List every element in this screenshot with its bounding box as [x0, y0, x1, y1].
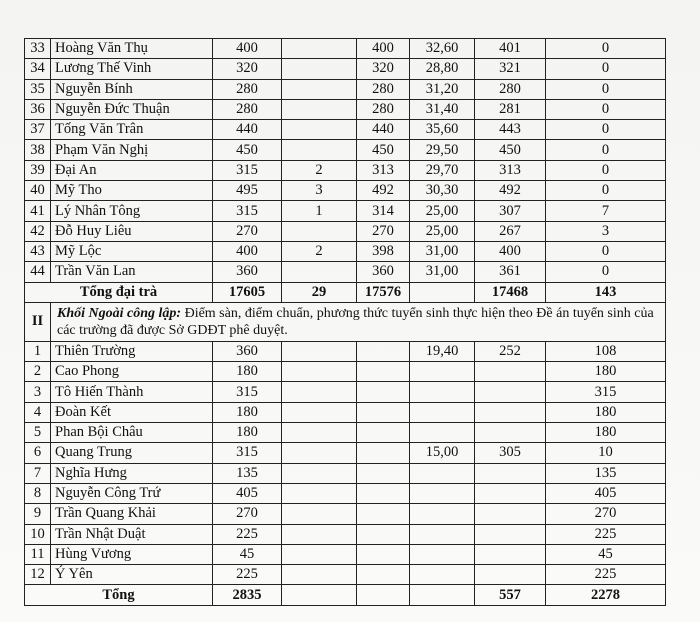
con-lai-cell: 398 — [357, 241, 410, 261]
school-name-cell: Hoàng Văn Thụ — [51, 39, 213, 59]
stt-cell: 10 — [25, 524, 51, 544]
trung-tuyen-cell: 401 — [475, 39, 546, 59]
trung-tuyen-cell: 361 — [475, 262, 546, 282]
con-lai-cell — [357, 483, 410, 503]
table-row — [25, 544, 666, 564]
table-row — [25, 382, 666, 402]
chi-tieu-cell: 135 — [213, 463, 282, 483]
trung-tuyen-cell — [475, 504, 546, 524]
table-row — [25, 423, 666, 443]
thieu-cell: 0 — [546, 140, 666, 160]
stt-cell: 8 — [25, 483, 51, 503]
total-con-lai — [357, 585, 410, 605]
giam-cell — [282, 59, 357, 79]
school-name-cell: Đỗ Huy Liêu — [51, 221, 213, 241]
school-name-cell: Đại An — [51, 160, 213, 180]
thieu-cell: 270 — [546, 504, 666, 524]
diem-chuan-cell — [410, 544, 475, 564]
giam-cell: 2 — [282, 241, 357, 261]
table-row — [25, 241, 666, 261]
school-name-cell: Trần Văn Lan — [51, 262, 213, 282]
trung-tuyen-cell — [475, 544, 546, 564]
total-trung-tuyen: 17468 — [475, 282, 546, 302]
thieu-cell: 315 — [546, 382, 666, 402]
total-thieu: 143 — [546, 282, 666, 302]
chi-tieu-cell: 315 — [213, 160, 282, 180]
total-diem — [410, 282, 475, 302]
con-lai-cell: 314 — [357, 201, 410, 221]
total-ngoai-cong-lap-row — [25, 585, 666, 605]
stt-cell: 35 — [25, 79, 51, 99]
thieu-cell: 225 — [546, 524, 666, 544]
total-chi-tieu: 17605 — [213, 282, 282, 302]
giam-cell — [282, 402, 357, 422]
giam-cell — [282, 341, 357, 361]
chi-tieu-cell: 180 — [213, 362, 282, 382]
table-row — [25, 160, 666, 180]
chi-tieu-cell: 270 — [213, 504, 282, 524]
school-name-cell: Ý Yên — [51, 565, 213, 585]
stt-cell: 39 — [25, 160, 51, 180]
table-row — [25, 565, 666, 585]
con-lai-cell — [357, 382, 410, 402]
section-text: Điểm sàn, điểm chuẩn, phương thức tuyển sinh thực hiện theo Đề án tuyển sinh của các trường đã được Sở GDĐT phê duyệt. — [57, 305, 654, 338]
con-lai-cell: 280 — [357, 99, 410, 119]
diem-chuan-cell — [410, 382, 475, 402]
trung-tuyen-cell — [475, 524, 546, 544]
admission-table — [24, 38, 666, 606]
school-name-cell: Nghĩa Hưng — [51, 463, 213, 483]
giam-cell: 1 — [282, 201, 357, 221]
trung-tuyen-cell: 267 — [475, 221, 546, 241]
con-lai-cell: 492 — [357, 181, 410, 201]
total-label: Tổng đại trà — [25, 282, 213, 302]
table-row — [25, 181, 666, 201]
stt-cell: 9 — [25, 504, 51, 524]
table-row — [25, 524, 666, 544]
chi-tieu-cell: 225 — [213, 524, 282, 544]
section-ii-row — [25, 302, 666, 341]
stt-cell: 33 — [25, 39, 51, 59]
thieu-cell: 0 — [546, 120, 666, 140]
diem-chuan-cell: 35,60 — [410, 120, 475, 140]
school-name-cell: Nguyễn Công Trứ — [51, 483, 213, 503]
chi-tieu-cell: 400 — [213, 39, 282, 59]
stt-cell: 6 — [25, 443, 51, 463]
table-body-private — [25, 341, 666, 585]
stt-cell: 2 — [25, 362, 51, 382]
giam-cell — [282, 362, 357, 382]
diem-chuan-cell — [410, 463, 475, 483]
thieu-cell: 0 — [546, 79, 666, 99]
con-lai-cell — [357, 524, 410, 544]
chi-tieu-cell: 400 — [213, 241, 282, 261]
chi-tieu-cell: 315 — [213, 201, 282, 221]
giam-cell — [282, 120, 357, 140]
trung-tuyen-cell: 443 — [475, 120, 546, 140]
giam-cell — [282, 79, 357, 99]
stt-cell: 1 — [25, 341, 51, 361]
giam-cell — [282, 423, 357, 443]
table-row — [25, 79, 666, 99]
table-row — [25, 99, 666, 119]
stt-cell: 44 — [25, 262, 51, 282]
school-name-cell: Trần Quang Khải — [51, 504, 213, 524]
school-name-cell: Quang Trung — [51, 443, 213, 463]
stt-cell: 11 — [25, 544, 51, 564]
table-row — [25, 443, 666, 463]
trung-tuyen-cell — [475, 402, 546, 422]
trung-tuyen-cell: 313 — [475, 160, 546, 180]
table-row — [25, 120, 666, 140]
school-name-cell: Lý Nhân Tông — [51, 201, 213, 221]
thieu-cell: 7 — [546, 201, 666, 221]
chi-tieu-cell: 180 — [213, 423, 282, 443]
total-dai-tra-row — [25, 282, 666, 302]
section-number: II — [25, 302, 51, 341]
con-lai-cell — [357, 504, 410, 524]
trung-tuyen-cell: 307 — [475, 201, 546, 221]
chi-tieu-cell: 180 — [213, 402, 282, 422]
thieu-cell: 0 — [546, 39, 666, 59]
con-lai-cell — [357, 544, 410, 564]
chi-tieu-cell: 45 — [213, 544, 282, 564]
diem-chuan-cell: 29,50 — [410, 140, 475, 160]
trung-tuyen-cell — [475, 463, 546, 483]
trung-tuyen-cell — [475, 565, 546, 585]
stt-cell: 7 — [25, 463, 51, 483]
thieu-cell: 180 — [546, 402, 666, 422]
chi-tieu-cell: 360 — [213, 262, 282, 282]
trung-tuyen-cell: 400 — [475, 241, 546, 261]
stt-cell: 41 — [25, 201, 51, 221]
con-lai-cell: 313 — [357, 160, 410, 180]
con-lai-cell — [357, 565, 410, 585]
con-lai-cell: 320 — [357, 59, 410, 79]
chi-tieu-cell: 225 — [213, 565, 282, 585]
trung-tuyen-cell: 305 — [475, 443, 546, 463]
thieu-cell: 10 — [546, 443, 666, 463]
giam-cell — [282, 544, 357, 564]
thieu-cell: 180 — [546, 362, 666, 382]
trung-tuyen-cell: 450 — [475, 140, 546, 160]
table-row — [25, 341, 666, 361]
diem-chuan-cell — [410, 565, 475, 585]
giam-cell — [282, 504, 357, 524]
school-name-cell: Cao Phong — [51, 362, 213, 382]
school-name-cell: Mỹ Tho — [51, 181, 213, 201]
diem-chuan-cell: 15,00 — [410, 443, 475, 463]
chi-tieu-cell: 280 — [213, 79, 282, 99]
school-name-cell: Phan Bội Châu — [51, 423, 213, 443]
diem-chuan-cell: 29,70 — [410, 160, 475, 180]
table-row — [25, 463, 666, 483]
total-diem — [410, 585, 475, 605]
stt-cell: 4 — [25, 402, 51, 422]
chi-tieu-cell: 405 — [213, 483, 282, 503]
giam-cell — [282, 483, 357, 503]
thieu-cell: 225 — [546, 565, 666, 585]
trung-tuyen-cell — [475, 483, 546, 503]
con-lai-cell — [357, 362, 410, 382]
table-row — [25, 262, 666, 282]
chi-tieu-cell: 270 — [213, 221, 282, 241]
giam-cell — [282, 140, 357, 160]
chi-tieu-cell: 440 — [213, 120, 282, 140]
con-lai-cell: 440 — [357, 120, 410, 140]
school-name-cell: Tống Văn Trân — [51, 120, 213, 140]
chi-tieu-cell: 315 — [213, 443, 282, 463]
diem-chuan-cell: 32,60 — [410, 39, 475, 59]
giam-cell — [282, 524, 357, 544]
section-title: Khối Ngoài công lập: — [57, 305, 182, 321]
giam-cell — [282, 221, 357, 241]
total-thieu: 2278 — [546, 585, 666, 605]
con-lai-cell: 450 — [357, 140, 410, 160]
giam-cell — [282, 262, 357, 282]
diem-chuan-cell — [410, 504, 475, 524]
table-row — [25, 362, 666, 382]
thieu-cell: 3 — [546, 221, 666, 241]
table-row — [25, 140, 666, 160]
diem-chuan-cell: 19,40 — [410, 341, 475, 361]
diem-chuan-cell: 30,30 — [410, 181, 475, 201]
total-dai-tra-row-group — [25, 282, 666, 341]
diem-chuan-cell: 31,00 — [410, 262, 475, 282]
giam-cell — [282, 443, 357, 463]
table-row — [25, 201, 666, 221]
con-lai-cell — [357, 423, 410, 443]
giam-cell — [282, 382, 357, 402]
thieu-cell: 0 — [546, 160, 666, 180]
trung-tuyen-cell: 321 — [475, 59, 546, 79]
giam-cell — [282, 39, 357, 59]
trung-tuyen-cell — [475, 423, 546, 443]
giam-cell — [282, 463, 357, 483]
chi-tieu-cell: 450 — [213, 140, 282, 160]
stt-cell: 34 — [25, 59, 51, 79]
stt-cell: 40 — [25, 181, 51, 201]
table-row — [25, 483, 666, 503]
total-label: Tổng — [25, 585, 213, 605]
total-ngoai-cong-lap-row-group — [25, 585, 666, 605]
giam-cell — [282, 99, 357, 119]
thieu-cell: 0 — [546, 241, 666, 261]
con-lai-cell: 360 — [357, 262, 410, 282]
stt-cell: 43 — [25, 241, 51, 261]
thieu-cell: 108 — [546, 341, 666, 361]
diem-chuan-cell — [410, 524, 475, 544]
diem-chuan-cell: 31,00 — [410, 241, 475, 261]
con-lai-cell — [357, 402, 410, 422]
stt-cell: 5 — [25, 423, 51, 443]
stt-cell: 38 — [25, 140, 51, 160]
con-lai-cell: 400 — [357, 39, 410, 59]
diem-chuan-cell — [410, 423, 475, 443]
table-row — [25, 221, 666, 241]
diem-chuan-cell: 28,80 — [410, 59, 475, 79]
chi-tieu-cell: 495 — [213, 181, 282, 201]
diem-chuan-cell — [410, 402, 475, 422]
con-lai-cell — [357, 463, 410, 483]
table-row — [25, 59, 666, 79]
diem-chuan-cell: 31,40 — [410, 99, 475, 119]
table-row — [25, 504, 666, 524]
table-row — [25, 39, 666, 59]
diem-chuan-cell: 25,00 — [410, 201, 475, 221]
school-name-cell: Phạm Văn Nghị — [51, 140, 213, 160]
diem-chuan-cell — [410, 362, 475, 382]
school-name-cell: Mỹ Lộc — [51, 241, 213, 261]
trung-tuyen-cell: 492 — [475, 181, 546, 201]
chi-tieu-cell: 315 — [213, 382, 282, 402]
stt-cell: 3 — [25, 382, 51, 402]
school-name-cell: Đoàn Kết — [51, 402, 213, 422]
thieu-cell: 135 — [546, 463, 666, 483]
trung-tuyen-cell — [475, 382, 546, 402]
school-name-cell: Lương Thế Vinh — [51, 59, 213, 79]
giam-cell — [282, 565, 357, 585]
thieu-cell: 0 — [546, 59, 666, 79]
con-lai-cell: 270 — [357, 221, 410, 241]
trung-tuyen-cell — [475, 362, 546, 382]
trung-tuyen-cell: 281 — [475, 99, 546, 119]
stt-cell: 12 — [25, 565, 51, 585]
section-description — [51, 302, 666, 341]
stt-cell: 36 — [25, 99, 51, 119]
total-con-lai: 17576 — [357, 282, 410, 302]
giam-cell: 2 — [282, 160, 357, 180]
thieu-cell: 0 — [546, 262, 666, 282]
table-row — [25, 402, 666, 422]
chi-tieu-cell: 360 — [213, 341, 282, 361]
thieu-cell: 180 — [546, 423, 666, 443]
total-giam: 29 — [282, 282, 357, 302]
thieu-cell: 0 — [546, 99, 666, 119]
stt-cell: 42 — [25, 221, 51, 241]
diem-chuan-cell: 31,20 — [410, 79, 475, 99]
school-name-cell: Nguyễn Đức Thuận — [51, 99, 213, 119]
stt-cell: 37 — [25, 120, 51, 140]
con-lai-cell: 280 — [357, 79, 410, 99]
table-body-public — [25, 39, 666, 283]
giam-cell: 3 — [282, 181, 357, 201]
total-trung-tuyen: 557 — [475, 585, 546, 605]
total-chi-tieu: 2835 — [213, 585, 282, 605]
school-name-cell: Trần Nhật Duật — [51, 524, 213, 544]
school-name-cell: Thiên Trường — [51, 341, 213, 361]
total-giam — [282, 585, 357, 605]
chi-tieu-cell: 320 — [213, 59, 282, 79]
school-name-cell: Hùng Vương — [51, 544, 213, 564]
trung-tuyen-cell: 280 — [475, 79, 546, 99]
chi-tieu-cell: 280 — [213, 99, 282, 119]
diem-chuan-cell: 25,00 — [410, 221, 475, 241]
thieu-cell: 405 — [546, 483, 666, 503]
school-name-cell: Tô Hiến Thành — [51, 382, 213, 402]
thieu-cell: 0 — [546, 181, 666, 201]
trung-tuyen-cell: 252 — [475, 341, 546, 361]
school-name-cell: Nguyễn Bính — [51, 79, 213, 99]
diem-chuan-cell — [410, 483, 475, 503]
con-lai-cell — [357, 341, 410, 361]
thieu-cell: 45 — [546, 544, 666, 564]
con-lai-cell — [357, 443, 410, 463]
